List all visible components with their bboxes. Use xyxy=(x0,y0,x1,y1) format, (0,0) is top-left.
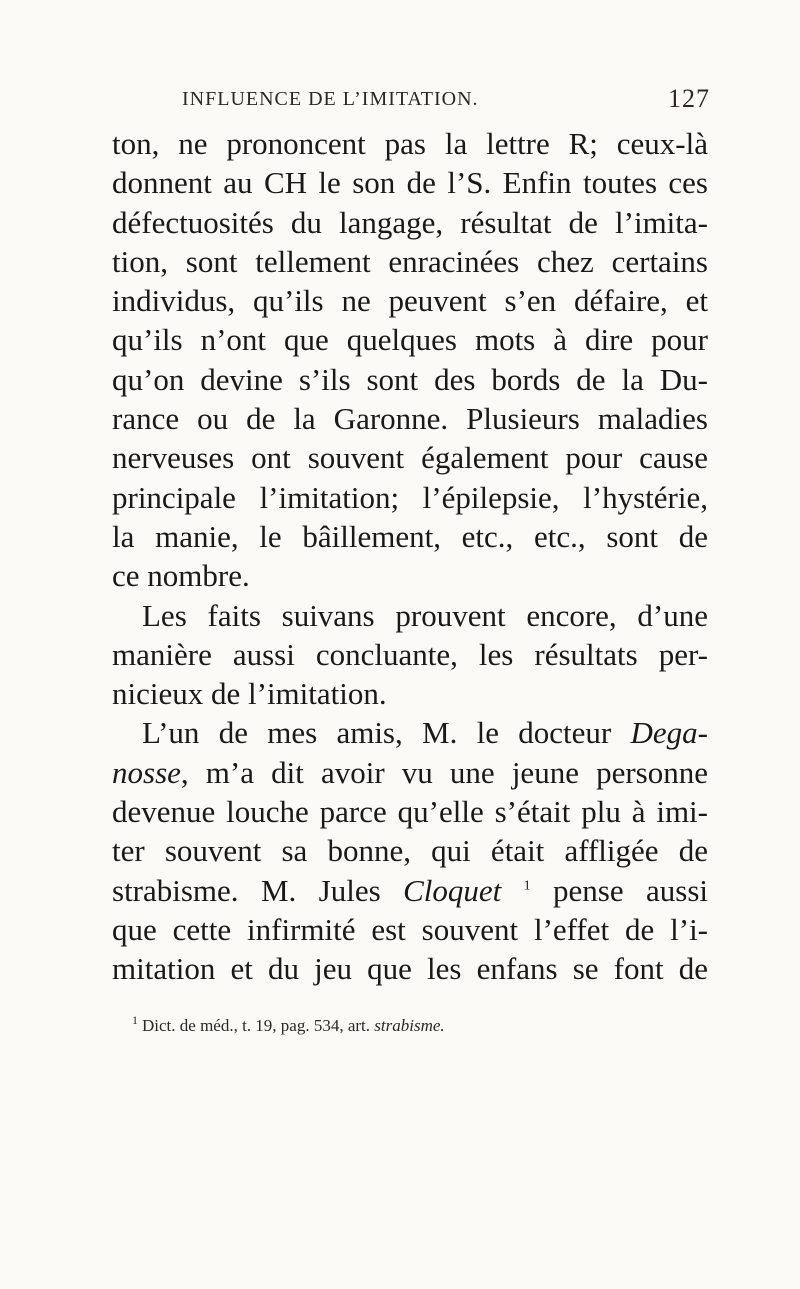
text-line: tion, sont tellement enracinées chez certains xyxy=(112,243,708,279)
footnote-reference: 1 xyxy=(523,878,531,894)
text-line: que cette infirmité est souvent l’effet de l’i- xyxy=(112,911,708,947)
running-title: INFLUENCE DE L’IMITATION. xyxy=(182,88,479,110)
text-line: la manie, le bâillement, etc., etc., sont de xyxy=(112,518,708,554)
text-segment: L’un de mes amis, M. le docteur xyxy=(142,715,612,751)
text-line: nerveuses ont souvent également pour cause xyxy=(112,440,708,476)
text-line: rance ou de la Garonne. Plusieurs maladies xyxy=(112,401,708,437)
text-line xyxy=(112,753,708,792)
italic-name: nosse xyxy=(112,754,181,790)
text-line: donnent au CH le son de l’S. Enfin toutes ces xyxy=(112,165,708,201)
text-line: Les faits suivans prouvent encore, d’une xyxy=(142,597,708,633)
text-line: nicieux de l’imitation. xyxy=(112,676,387,712)
body-text xyxy=(112,124,708,989)
text-segment: pense aussi xyxy=(530,872,709,908)
text-line: défectuosités du langage, résultat de l’imita- xyxy=(112,204,708,240)
text-line xyxy=(112,713,708,752)
text-segment: strabisme. M. Jules xyxy=(112,872,381,908)
text-line: ter souvent sa bonne, qui était affligée de xyxy=(112,833,708,869)
italic-name: Cloquet xyxy=(403,872,502,908)
text-line: devenue louche parce qu’elle s’était plu à imi- xyxy=(112,794,708,830)
text-line: qu’on devine s’ils sont des bords de la Du- xyxy=(112,361,708,397)
footnote-marker: 1 xyxy=(132,1013,138,1028)
text-line: individus, qu’ils ne peuvent s’en défaire, et xyxy=(112,283,708,319)
text-line: qu’ils n’ont que quelques mots à dire pour xyxy=(112,322,708,358)
text-line: ton, ne prononcent pas la lettre R; ceux-là xyxy=(112,126,708,161)
page-number: 127 xyxy=(668,84,710,113)
text-line: principale l’imitation; l’épilepsie, l’hystérie, xyxy=(112,479,708,515)
text-segment: , m’a dit avoir vu une jeune personne xyxy=(180,754,708,790)
italic-name: Dega- xyxy=(630,715,708,751)
text-line: manière aussi concluante, les résultats per- xyxy=(112,636,708,672)
footnote xyxy=(132,1013,712,1036)
text-line: mitation et du jeu que les enfans se font de xyxy=(112,951,708,987)
running-head xyxy=(182,84,722,114)
text-line xyxy=(112,871,708,910)
text-line: ce nombre. xyxy=(112,558,250,594)
footnote-italic: strabisme. xyxy=(374,1016,445,1035)
footnote-text: Dict. de méd., t. 19, pag. 534, art. xyxy=(142,1016,371,1035)
